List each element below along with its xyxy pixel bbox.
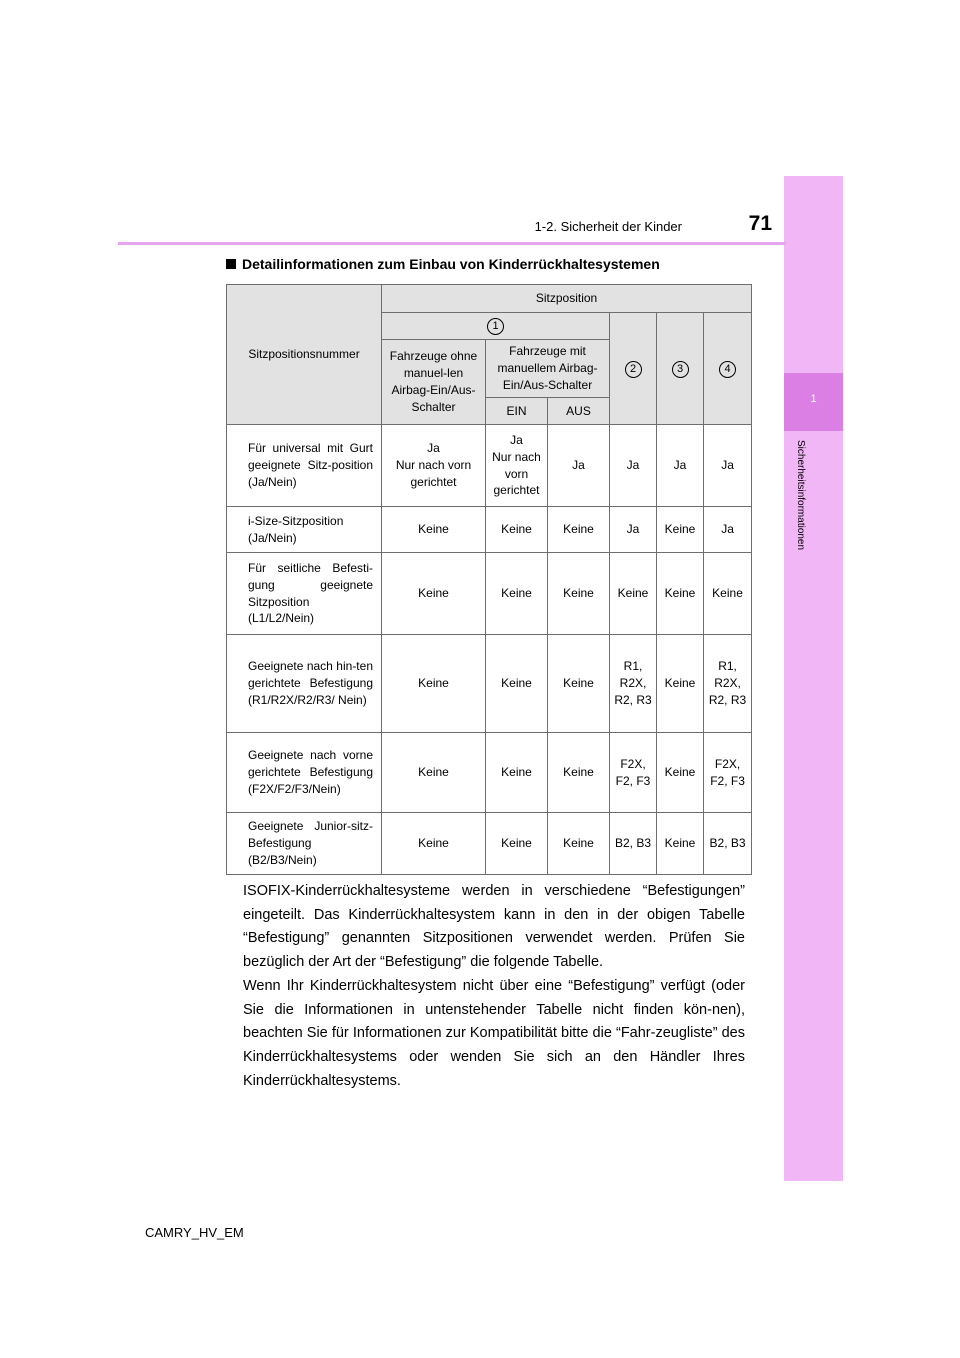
table-cell: Keine xyxy=(382,507,486,553)
table-cell: R1, R2X, R2, R3 xyxy=(704,635,752,733)
side-tab xyxy=(784,176,843,1181)
table-row xyxy=(227,553,752,635)
table-cell: F2X, F2, F3 xyxy=(704,733,752,813)
table-cell: B2, B3 xyxy=(610,813,657,875)
table-cell: Keine xyxy=(657,813,704,875)
table-cell: Keine xyxy=(382,553,486,635)
table-cell: B2, B3 xyxy=(704,813,752,875)
header-aus: AUS xyxy=(548,398,610,425)
table-cell: Keine xyxy=(486,733,548,813)
table-row xyxy=(227,635,752,733)
table-cell: Keine xyxy=(704,553,752,635)
header-col-b: Fahrzeuge mit manuellem Airbag-Ein/Aus-Schalter xyxy=(486,340,610,398)
cell-ja: Ja xyxy=(427,441,440,456)
table-cell: Keine xyxy=(548,813,610,875)
header-rule xyxy=(118,242,786,245)
section-title-text: Detailinformationen zum Einbau von Kinderrückhaltesystemen xyxy=(242,256,660,272)
row-label: Für seitliche Befesti-gung geeignete Sitzposition (L1/L2/Nein) xyxy=(227,553,382,635)
side-chapter-number: 1 xyxy=(810,393,817,405)
table-cell: Ja xyxy=(704,507,752,553)
header-sitzposition: Sitzposition xyxy=(382,285,752,313)
table-cell: Keine xyxy=(486,635,548,733)
side-chapter-label: Sicherheitsinformationen xyxy=(795,440,806,551)
table-cell: Ja xyxy=(610,507,657,553)
table-cell: R1, R2X, R2, R3 xyxy=(610,635,657,733)
table-cell: Ja xyxy=(548,425,610,507)
table-cell: Keine xyxy=(548,733,610,813)
table-row xyxy=(227,813,752,875)
header-col-a: Fahrzeuge ohne manuel-len Airbag-Ein/Aus-Schalter xyxy=(382,340,486,425)
header-chapter: 1-2. Sicherheit der Kinder xyxy=(534,219,682,234)
table-cell: Ja xyxy=(610,425,657,507)
table-cell: Keine xyxy=(657,553,704,635)
isofix-table xyxy=(226,284,752,875)
circled-number-3: 3 xyxy=(672,361,689,378)
circled-number-1: 1 xyxy=(487,318,504,335)
table-cell: Keine xyxy=(657,635,704,733)
table-row xyxy=(227,507,752,553)
table-cell: Keine xyxy=(657,733,704,813)
table-cell: Keine xyxy=(548,635,610,733)
header-row-label: Sitzpositionsnummer xyxy=(227,285,382,425)
body-text xyxy=(243,880,745,1093)
table-cell: Ja xyxy=(704,425,752,507)
section-title xyxy=(226,256,660,272)
header-position-4 xyxy=(704,313,752,425)
table-cell: Keine xyxy=(548,553,610,635)
table-row xyxy=(227,733,752,813)
table-cell: Keine xyxy=(382,635,486,733)
table-cell: Keine xyxy=(486,813,548,875)
table-cell: Keine xyxy=(486,553,548,635)
body-paragraph-2: Wenn Ihr Kinderrückhaltesystem nicht über eine “Befestigung” verfügt (oder Sie die Informationen in untenstehender Tabelle nicht finden kön-nen), beachten Sie für Informationen zur Kompatibilität bitte die “Fahr-zeugliste” des Kinderrückhaltesystems oder wenden Sie sich an den Händler Ihres Kinderrückhaltesystems. xyxy=(243,977,745,1089)
cell-nur-nach-vorn-gerichtet: Nur nach vorn gerichtet xyxy=(492,449,541,498)
page-number: 71 xyxy=(748,212,772,235)
table-cell: Ja xyxy=(657,425,704,507)
table-cell xyxy=(382,425,486,507)
circled-number-2: 2 xyxy=(625,361,642,378)
row-label: Für universal mit Gurt geeignete Sitz-position (Ja/Nein) xyxy=(227,425,382,507)
table-cell: Keine xyxy=(486,507,548,553)
header-position-1 xyxy=(382,313,610,340)
row-label: Geeignete nach vorne gerichtete Befestigung (F2X/F2/F3/Nein) xyxy=(227,733,382,813)
header-position-3 xyxy=(657,313,704,425)
row-label: i-Size-Sitzposition (Ja/Nein) xyxy=(227,507,382,553)
table-cell xyxy=(486,425,548,507)
header-position-2 xyxy=(610,313,657,425)
table-cell: Keine xyxy=(610,553,657,635)
table-cell: Keine xyxy=(382,813,486,875)
table-row xyxy=(227,425,752,507)
square-bullet-icon xyxy=(226,259,236,269)
table-cell: Keine xyxy=(657,507,704,553)
body-paragraph-1: ISOFIX-Kinderrückhaltesysteme werden in verschiedene “Befestigungen” eingeteilt. Das Kinderrückhaltesystem kann in den in der obigen Tabelle “Befestigung” genannten Sitzpositionen verwendet werden. Prüfen Sie bezüglich der Art der “Befestigung” die folgende Tabelle. xyxy=(243,883,745,971)
row-label: Geeignete nach hin-ten gerichtete Befestigung (R1/R2X/R2/R3/ Nein) xyxy=(227,635,382,733)
row-label: Geeignete Junior-sitz-Befestigung (B2/B3/Nein) xyxy=(227,813,382,875)
circled-number-4: 4 xyxy=(719,361,736,378)
cell-ja: Ja xyxy=(510,432,523,447)
table-cell: Keine xyxy=(382,733,486,813)
cell-nur-nach-vorn-gerichtet: Nur nach vorn gerichtet xyxy=(395,458,472,489)
table-cell: F2X, F2, F3 xyxy=(610,733,657,813)
header-ein: EIN xyxy=(486,398,548,425)
footer-code: CAMRY_HV_EM xyxy=(145,1225,244,1240)
table-cell: Keine xyxy=(548,507,610,553)
